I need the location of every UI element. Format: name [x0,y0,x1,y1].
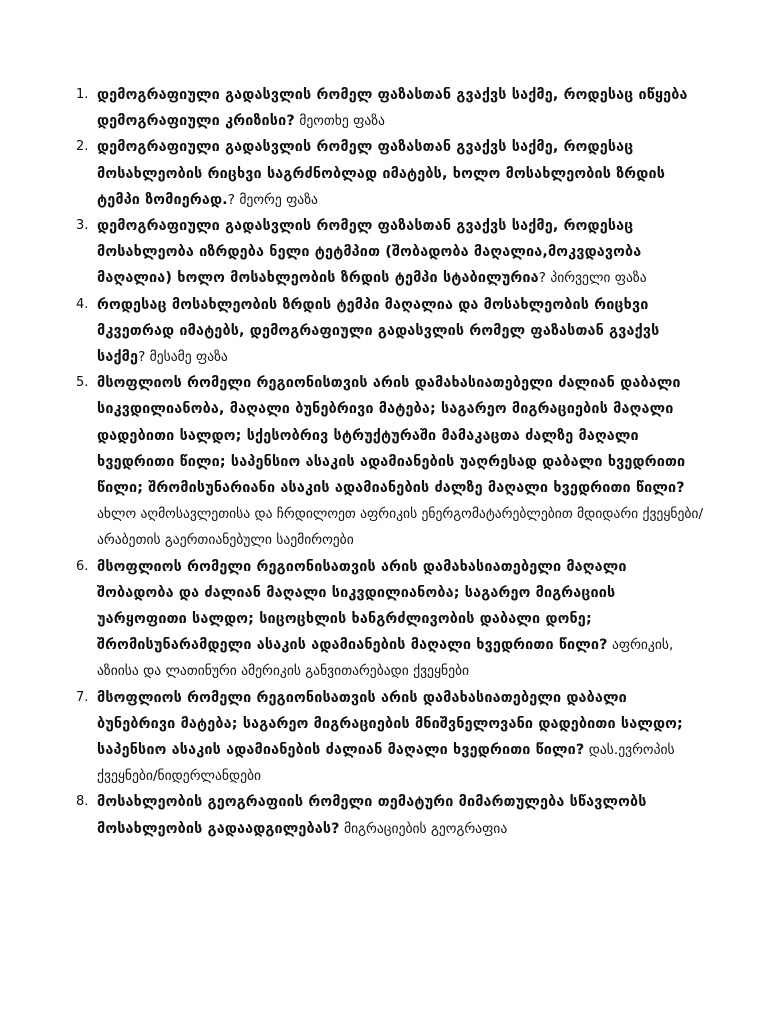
list-item [0,685,708,790]
answer-text: ? პირველი ფაზა [538,270,647,287]
answer-text: ? მეორე ფაზა [227,191,318,208]
list-item [0,370,708,553]
answer-text: ახლო აღმოსავლეთისა და ჩრდილოეთ აფრიკის ენერგომატარებლებით მდიდარი ქვეყნები/ არაბეთის გაერთიანებული საემიროები [97,506,704,549]
question-text: დემოგრაფიული გადასვლის რომელ ფაზასთან გვაქვს საქმე, როდესაც მოსახლეობა იზრდება ნელი ტეტმპით (შობადობა მაღალია,მოკვდავობა მაღალია) ხოლო მოსახლეობის ზრდის ტემპი სტაბილურია [97,218,642,287]
item-number: 1. [76,87,89,102]
answer-text: ? მესამე ფაზა [138,349,228,366]
list-item [0,554,708,685]
answer-text: მეოთხე ფაზა [294,113,385,130]
item-number: 3. [76,218,89,234]
item-number: 5. [76,375,89,391]
question-text: მოსახლეობის გეოგრაფიის რომელი თემატური მიმართულება სწავლობს მოსახლეობის გადაადგილებას? [97,794,647,837]
question-list [0,82,708,842]
answer-text: მიგრაციების გეოგრაფია [339,820,508,837]
list-item [0,789,708,841]
item-number: 7. [76,689,89,705]
question-text: დემოგრაფიული გადასვლის რომელ ფაზასთან გვაქვს საქმე, როდესაც იწყება დემოგრაფიული კრიზისი? [97,87,688,130]
question-text: როდესაც მოსახლეობის ზრდის ტემპი მაღალია და მოსახლეობის რიცხვი მკვეთრად იმატებს, დემოგრაფიული გადასვლის რომელ ფაზასთან გვაქვს საქმე [97,296,660,366]
answer-text: აფრიკის, აზიისა და ლათინური ამერიკის განვითარებადი ქვეყნები [97,637,674,680]
item-number: 6. [76,558,89,574]
list-item [0,292,708,371]
answer-text: დას.ევროპის ქვეყნები/ნიდერლანდები [97,742,675,785]
list-item [0,134,708,213]
item-number: 8. [76,794,89,810]
item-number: 2. [76,139,89,155]
question-text: მსოფლიოს რომელი რეგიონისათვის არის დამახასიათებელი მაღალი შობადობა და ძალიან მაღალი სიკვდილიანობა; საგარეო მიგრაციის უარყოფითი სალდო; სიცოცხლის ხანგრძლივობის დაბალი დონე; შრომისუნარამდელი ასაკის ადამიანების მაღალი ხვედრითი წილი? [97,558,627,654]
question-text: დემოგრაფიული გადასვლის რომელ ფაზასთან გვაქვს საქმე, როდესაც მოსახლეობის რიცხვი საგრძნობლად იმატებს, ხოლო მოსახლეობის ზრდის ტემპი ზომიერად. [97,139,666,208]
question-text: მსოფლიოს რომელი რეგიონისთვის არის დამახასიათებელი ძალიან დაბალი სიკვდილიანობა, მაღალი ბუნებრივი მატება; საგარეო მიგრაციების მაღალი დადებითი სალდო; სქესობრივ სტრუქტურაში მამაკაცთა ძალზე მაღალი ხვედრითი წილი; საპენსიო ასაკის ადამიანების უაღრესად დაბალი ხვედრითი წილი; შრომისუნარიანი ასაკის ადამიანების ძალზე მაღალი ხვედრითი წილი? [97,375,686,497]
item-number: 4. [76,296,89,312]
list-item [0,82,708,134]
question-text: მსოფლიოს რომელი რეგიონისათვის არის დამახასიათებელი დაბალი ბუნებრივი მატება; საგარეო მიგრაციების მნიშვნელოვანი დადებითი სალდო; საპენსიო ასაკის ადამიანების ძალიან მაღალი ხვედრითი წილი? [97,689,683,759]
list-item [0,213,708,292]
